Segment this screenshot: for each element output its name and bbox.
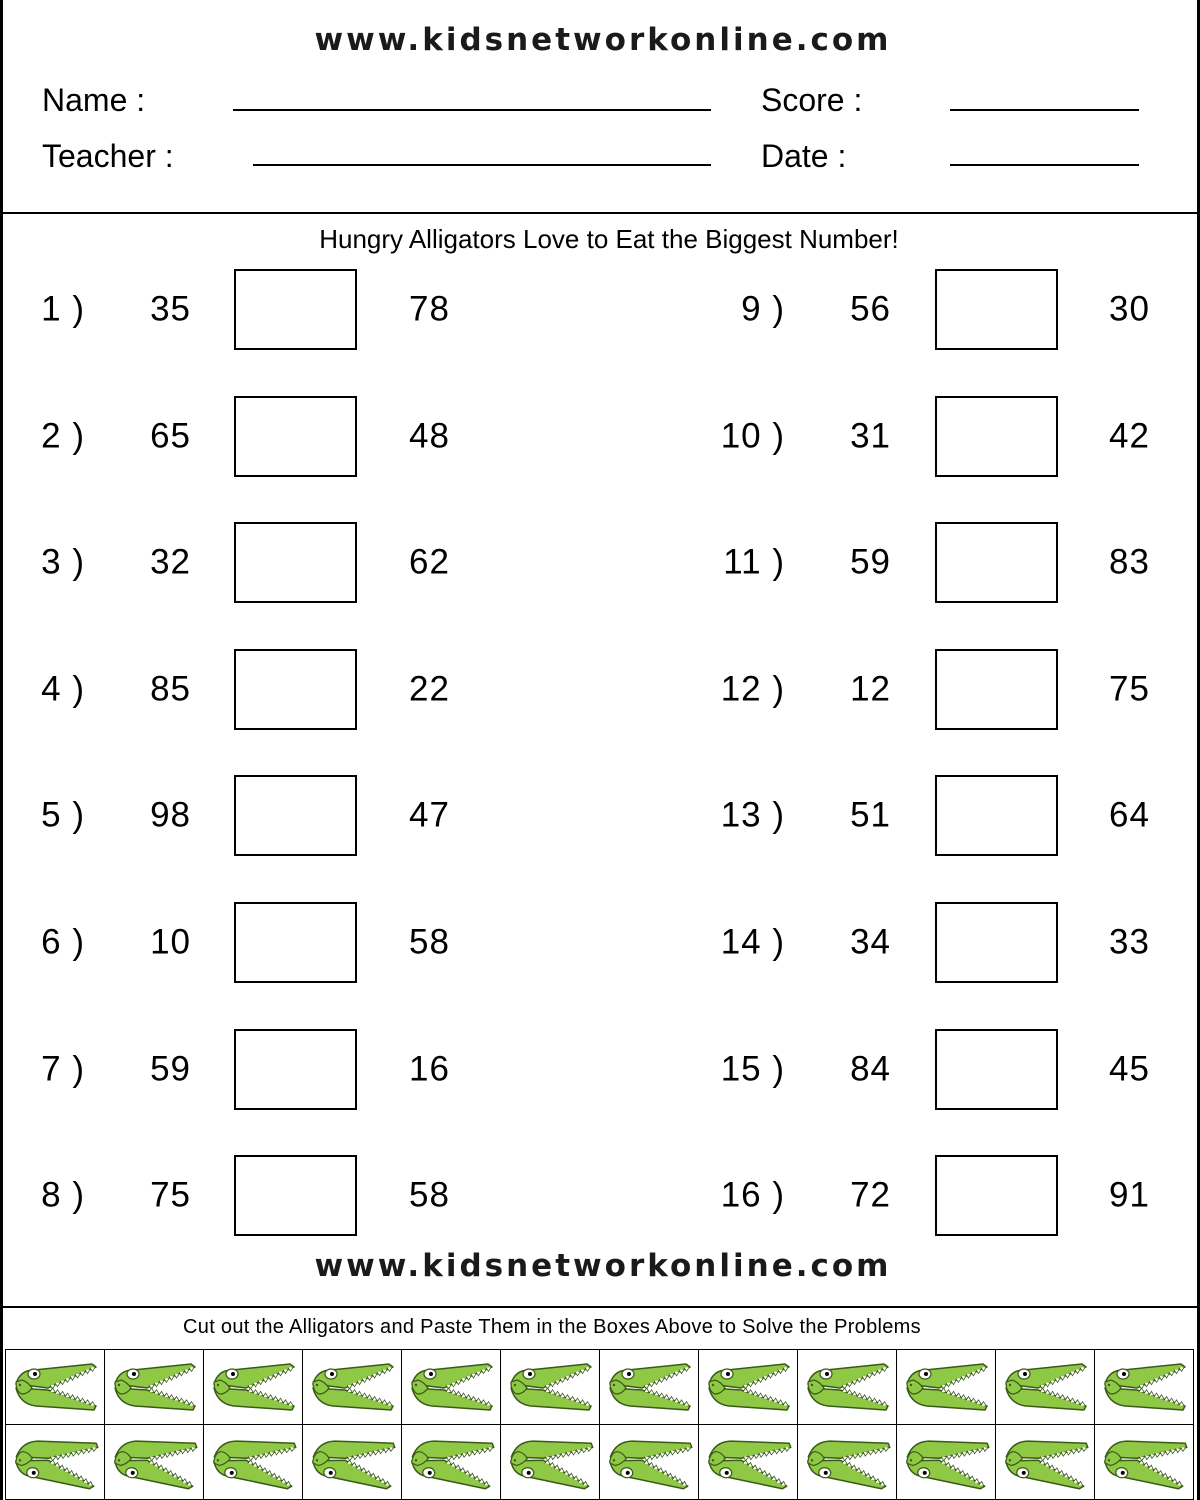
left-number: 51 — [850, 795, 891, 835]
right-number: 42 — [1109, 416, 1150, 456]
website-header: www.kidsnetworkonline.com — [314, 22, 892, 58]
left-number: 10 — [150, 922, 191, 962]
problem-row — [3, 1029, 1200, 1109]
alligator-cutout-cell[interactable] — [797, 1349, 897, 1425]
alligator-mouth-left-icon — [804, 1358, 890, 1416]
right-number: 47 — [409, 795, 450, 835]
left-number: 31 — [850, 416, 891, 456]
left-number: 35 — [150, 289, 191, 329]
left-number: 59 — [850, 542, 891, 582]
problem-number: 7 ) — [41, 1049, 85, 1089]
header-divider — [3, 212, 1200, 214]
problem-number: 6 ) — [41, 922, 85, 962]
problem-number: 1 ) — [41, 289, 85, 329]
alligator-mouth-left-icon — [111, 1358, 197, 1416]
problem-number: 4 ) — [41, 669, 85, 709]
website-footer: www.kidsnetworkonline.com — [314, 1248, 892, 1284]
right-number: 64 — [1109, 795, 1150, 835]
alligator-cutout-cell[interactable] — [401, 1424, 501, 1500]
alligator-cutout-cell[interactable] — [896, 1349, 996, 1425]
left-number: 56 — [850, 289, 891, 329]
alligator-mouth-left-icon — [408, 1358, 494, 1416]
alligator-cutout-cell[interactable] — [203, 1349, 303, 1425]
problem-number: 9 ) — [741, 289, 785, 329]
alligator-cutout-cell[interactable] — [1094, 1424, 1194, 1500]
teacher-line[interactable] — [253, 164, 711, 166]
answer-box[interactable] — [935, 396, 1058, 477]
left-number: 72 — [850, 1175, 891, 1215]
alligator-mouth-left-icon — [903, 1358, 989, 1416]
problem-number: 11 ) — [723, 542, 785, 582]
right-number: 91 — [1109, 1175, 1150, 1215]
cutout-instruction: Cut out the Alligators and Paste Them in the Boxes Above to Solve the Problems — [183, 1316, 921, 1338]
alligator-cutout-cell[interactable] — [203, 1424, 303, 1500]
right-number: 75 — [1109, 669, 1150, 709]
problem-number: 2 ) — [41, 416, 85, 456]
left-number: 34 — [850, 922, 891, 962]
right-number: 58 — [409, 922, 450, 962]
left-number: 12 — [850, 669, 891, 709]
score-line[interactable] — [950, 109, 1139, 111]
alligator-mouth-right-icon — [900, 1429, 992, 1496]
alligator-mouth-right-icon — [999, 1429, 1091, 1496]
problem-number: 5 ) — [41, 795, 85, 835]
alligator-cutout-cell[interactable] — [995, 1424, 1095, 1500]
right-number: 22 — [409, 669, 450, 709]
problem-number: 8 ) — [41, 1175, 85, 1215]
alligator-cutout-cell[interactable] — [500, 1424, 600, 1500]
alligator-mouth-left-icon — [309, 1358, 395, 1416]
alligator-cutout-cell[interactable] — [302, 1349, 402, 1425]
problem-number: 16 ) — [720, 1175, 785, 1215]
alligator-mouth-left-icon — [1002, 1358, 1088, 1416]
teacher-label: Teacher : — [42, 138, 174, 174]
alligator-cutout-cell[interactable] — [104, 1424, 204, 1500]
alligator-cutout-cell[interactable] — [599, 1349, 699, 1425]
alligator-cutout-cell[interactable] — [896, 1424, 996, 1500]
right-number: 48 — [409, 416, 450, 456]
right-number: 45 — [1109, 1049, 1150, 1089]
right-number: 33 — [1109, 922, 1150, 962]
right-number: 16 — [409, 1049, 450, 1089]
alligator-mouth-right-icon — [801, 1429, 893, 1496]
alligator-cutout-cell[interactable] — [698, 1349, 798, 1425]
problem-row — [3, 396, 1200, 476]
alligator-mouth-right-icon — [603, 1429, 695, 1496]
problem-number: 14 ) — [720, 922, 785, 962]
alligator-cutout-cell[interactable] — [797, 1424, 897, 1500]
alligator-mouth-left-icon — [210, 1358, 296, 1416]
problem-row — [3, 902, 1200, 982]
problem-row — [3, 269, 1200, 349]
left-number: 98 — [150, 795, 191, 835]
answer-box[interactable] — [935, 1029, 1058, 1110]
right-number: 78 — [409, 289, 450, 329]
left-number: 59 — [150, 1049, 191, 1089]
alligator-cutout-cell[interactable] — [1094, 1349, 1194, 1425]
name-label: Name : — [42, 82, 146, 118]
alligator-cutout-cell[interactable] — [698, 1424, 798, 1500]
left-number: 65 — [150, 416, 191, 456]
right-number: 83 — [1109, 542, 1150, 582]
alligator-cutout-cell[interactable] — [5, 1349, 105, 1425]
left-number: 75 — [150, 1175, 191, 1215]
answer-box[interactable] — [935, 775, 1058, 856]
alligator-mouth-left-icon — [606, 1358, 692, 1416]
alligator-mouth-left-icon — [705, 1358, 791, 1416]
problem-row — [3, 649, 1200, 729]
problem-row — [3, 522, 1200, 602]
right-number: 62 — [409, 542, 450, 582]
date-line[interactable] — [950, 164, 1139, 166]
alligator-mouth-right-icon — [306, 1429, 398, 1496]
date-label: Date : — [761, 138, 847, 174]
alligator-mouth-right-icon — [405, 1429, 497, 1496]
problem-number: 13 ) — [720, 795, 785, 835]
answer-box[interactable] — [935, 649, 1058, 730]
problem-number: 12 ) — [720, 669, 785, 709]
alligator-mouth-left-icon — [1101, 1358, 1187, 1416]
problem-number: 10 ) — [720, 416, 785, 456]
problem-number: 15 ) — [720, 1049, 785, 1089]
left-number: 32 — [150, 542, 191, 582]
alligator-mouth-left-icon — [507, 1358, 593, 1416]
alligator-mouth-right-icon — [108, 1429, 200, 1496]
answer-box[interactable] — [935, 1155, 1058, 1236]
answer-box[interactable] — [935, 269, 1058, 350]
alligator-cutout-cell[interactable] — [5, 1424, 105, 1500]
right-number: 30 — [1109, 289, 1150, 329]
left-number: 84 — [850, 1049, 891, 1089]
alligator-cutout-cell[interactable] — [104, 1349, 204, 1425]
left-number: 85 — [150, 669, 191, 709]
answer-box[interactable] — [935, 522, 1058, 603]
alligator-mouth-right-icon — [9, 1429, 101, 1496]
cutout-divider — [3, 1306, 1200, 1308]
alligator-mouth-left-icon — [12, 1358, 98, 1416]
alligator-mouth-right-icon — [504, 1429, 596, 1496]
instruction-text: Hungry Alligators Love to Eat the Biggest Number! — [319, 224, 899, 254]
alligator-mouth-right-icon — [702, 1429, 794, 1496]
alligator-cutout-cell[interactable] — [599, 1424, 699, 1500]
problem-row — [3, 775, 1200, 855]
alligator-mouth-right-icon — [1098, 1429, 1190, 1496]
problem-number: 3 ) — [41, 542, 85, 582]
alligator-cutout-cell[interactable] — [995, 1349, 1095, 1425]
right-number: 58 — [409, 1175, 450, 1215]
problem-row — [3, 1155, 1200, 1235]
score-label: Score : — [761, 82, 863, 118]
alligator-cutout-grid — [6, 1350, 1194, 1500]
alligator-cutout-cell[interactable] — [401, 1349, 501, 1425]
alligator-cutout-cell[interactable] — [500, 1349, 600, 1425]
alligator-mouth-right-icon — [207, 1429, 299, 1496]
name-line[interactable] — [233, 109, 711, 111]
alligator-cutout-cell[interactable] — [302, 1424, 402, 1500]
answer-box[interactable] — [935, 902, 1058, 983]
